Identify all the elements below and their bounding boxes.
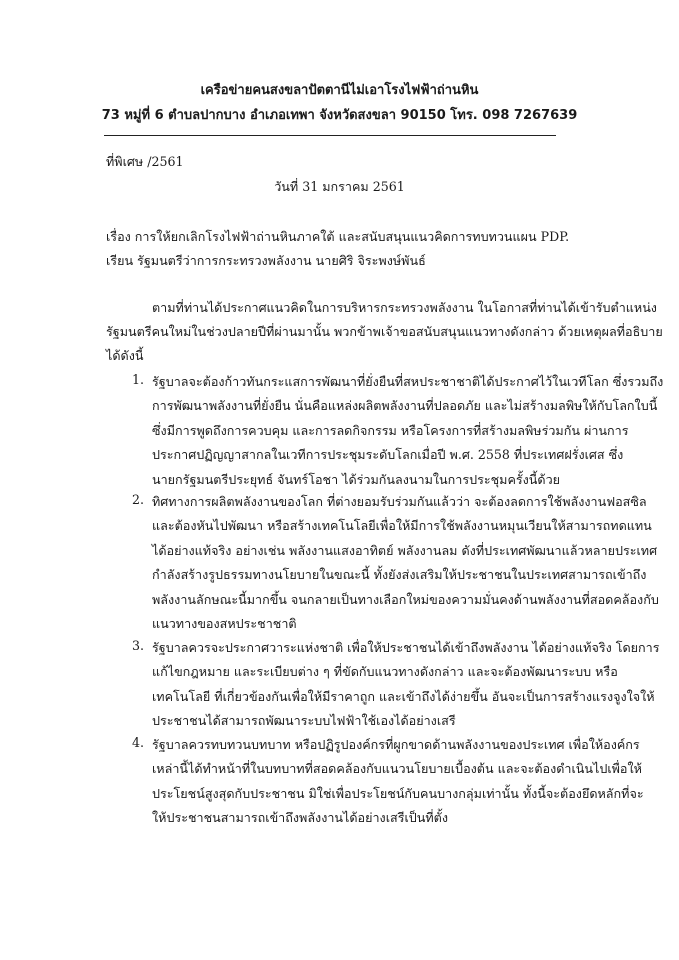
organization-name: เครือข่ายคนสงขลาปัตตานีไม่เอาโรงไฟฟ้าถ่านหิน: [200, 83, 479, 98]
header-divider: [104, 135, 556, 136]
item-number: 1.: [132, 372, 145, 387]
item-text-line: รัฐบาลควรทบทวนบทบาท หรือปฏิรูปองค์กรที่ผูกขาดด้านพลังงานของประเทศ เพื่อให้องค์กร: [152, 737, 640, 752]
intro-line: รัฐมนตรีคนใหม่ในช่วงปลายปีที่ผ่านมานั้น พวกข้าพเจ้าขอสนับสนุนแนวทางดังกล่าว ด้วยเหตุผลที่อธิบาย: [106, 324, 663, 339]
item-text-line: รัฐบาลจะต้องก้าวทันกระแสการพัฒนาที่ยั่งยืนที่สหประชาชาติได้ประกาศไว้ในเวทีโลก ซึ่งรวมถึง: [152, 374, 664, 389]
organization-address: 73 หมู่ที่ 6 ตำบลปากบาง อำเภอเทพา จังหวัดสงขลา 90150 โทร. 098 7267639: [101, 108, 578, 123]
letter-date: วันที่ 31 มกราคม 2561: [274, 179, 405, 194]
intro-line: ได้ดังนี้: [106, 348, 144, 363]
item-text-line: การพัฒนาพลังงานที่ยั่งยืน นั่นคือแหล่งผลิตพลังงานที่ปลอดภัย และไม่สร้างมลพิษให้กับโลกใบนี้: [152, 398, 658, 414]
item-text-line: รัฐบาลควรจะประกาศวาระแห่งชาติ เพื่อให้ประชาชนได้เข้าถึงพลังงาน ได้อย่างแท้จริง โดยการ: [152, 640, 660, 655]
item-text-line: ทิศทางการผลิตพลังงานของโลก ที่ต่างยอมรับร่วมกันแล้วว่า จะต้องลดการใช้พลังงานฟอสซิล: [152, 494, 647, 509]
item-text-line: ซึ่งมีการพูดถึงการควบคุม และการลดกิจกรรม หรือโครงการที่สร้างมลพิษร่วมกัน ผ่านการ: [152, 422, 629, 438]
item-number: 4.: [132, 735, 145, 750]
subject-line: เรื่อง การให้ยกเลิกโรงไฟฟ้าถ่านหินภาคใต้ และสนับสนุนแนวคิดการทบทวนแผน PDP.: [106, 229, 570, 244]
intro-line: ตามที่ท่านได้ประกาศแนวคิดในการบริหารกระทรวงพลังงาน ในโอกาสที่ท่านได้เข้ารับตำแหน่ง: [152, 300, 657, 315]
item-text-line: เทคโนโลยี ที่เกี่ยวข้องกันเพื่อให้มีราคาถูก และเข้าถึงได้ง่ายขึ้น อันจะเป็นการสร้างแรงจูงใจให้: [152, 688, 655, 704]
item-text-line: ประชาชนได้สามารถพัฒนาระบบไฟฟ้าใช้เองได้อย่างเสรี: [152, 713, 456, 729]
item-text-line: และต้องหันไปพัฒนา หรือสร้างเทคโนโลยีเพื่อให้มีการใช้พลังงานหมุนเวียนให้สามารถทดแทน: [152, 518, 652, 534]
salutation-line: เรียน รัฐมนตรีว่าการกระทรวงพลังงาน นายศิริ จิระพงษ์พันธ์: [106, 253, 426, 268]
reference-number: ที่พิเศษ /2561: [106, 154, 184, 169]
item-text-line: ได้อย่างแท้จริง อย่างเช่น พลังงานแสงอาทิตย์ พลังงานลม ดังที่ประเทศพัฒนาแล้วหลายประเทศ: [152, 542, 658, 558]
item-text-line: ประกาศปฏิญญาสากลในเวทีการประชุมระดับโลกเมื่อปี พ.ศ. 2558 ที่ประเทศฝรั่งเศส ซึ่ง: [152, 447, 624, 463]
item-number: 3.: [132, 638, 145, 653]
item-text-line: นายกรัฐมนตรีประยุทธ์ จันทร์โอชา ได้ร่วมกันลงนามในการประชุมครั้งนี้ด้วย: [152, 471, 561, 487]
item-number: 2.: [132, 492, 145, 507]
item-text-line: พลังงานลักษณะนี้มากขึ้น จนกลายเป็นทางเลือกใหม่ของความมั่นคงด้านพลังงานที่สอดคล้องกับ: [152, 591, 659, 607]
item-text-line: ให้ประชาชนสามารถเข้าถึงพลังงานได้อย่างเสรีเป็นที่ตั้ง: [152, 810, 448, 826]
item-text-line: เหล่านี้ได้ทำหน้าที่ในบทบาทที่สอดคล้องกับแนวนโยบายเบื้องต้น และจะต้องดำเนินไปเพื่อให้: [152, 761, 642, 777]
item-text-line: ประโยชน์สูงสุดกับประชาชน มิใช่เพื่อประโยชน์กับคนบางกลุ่มเท่านั้น ทั้งนี้จะต้องยึดหลักที่จะ: [152, 785, 644, 801]
item-text-line: แนวทางของสหประชาชาติ: [152, 616, 297, 631]
item-text-line: แก้ไขกฎหมาย และระเบียบต่าง ๆ ที่ขัดกับแนวทางดังกล่าว และจะต้องพัฒนาระบบ หรือ: [152, 664, 618, 680]
item-text-line: กำลังสร้างรูปธรรมทางนโยบายในขณะนี้ ทั้งยังส่งเสริมให้ประชาชนในประเทศสามารถเข้าถึง: [152, 567, 647, 583]
